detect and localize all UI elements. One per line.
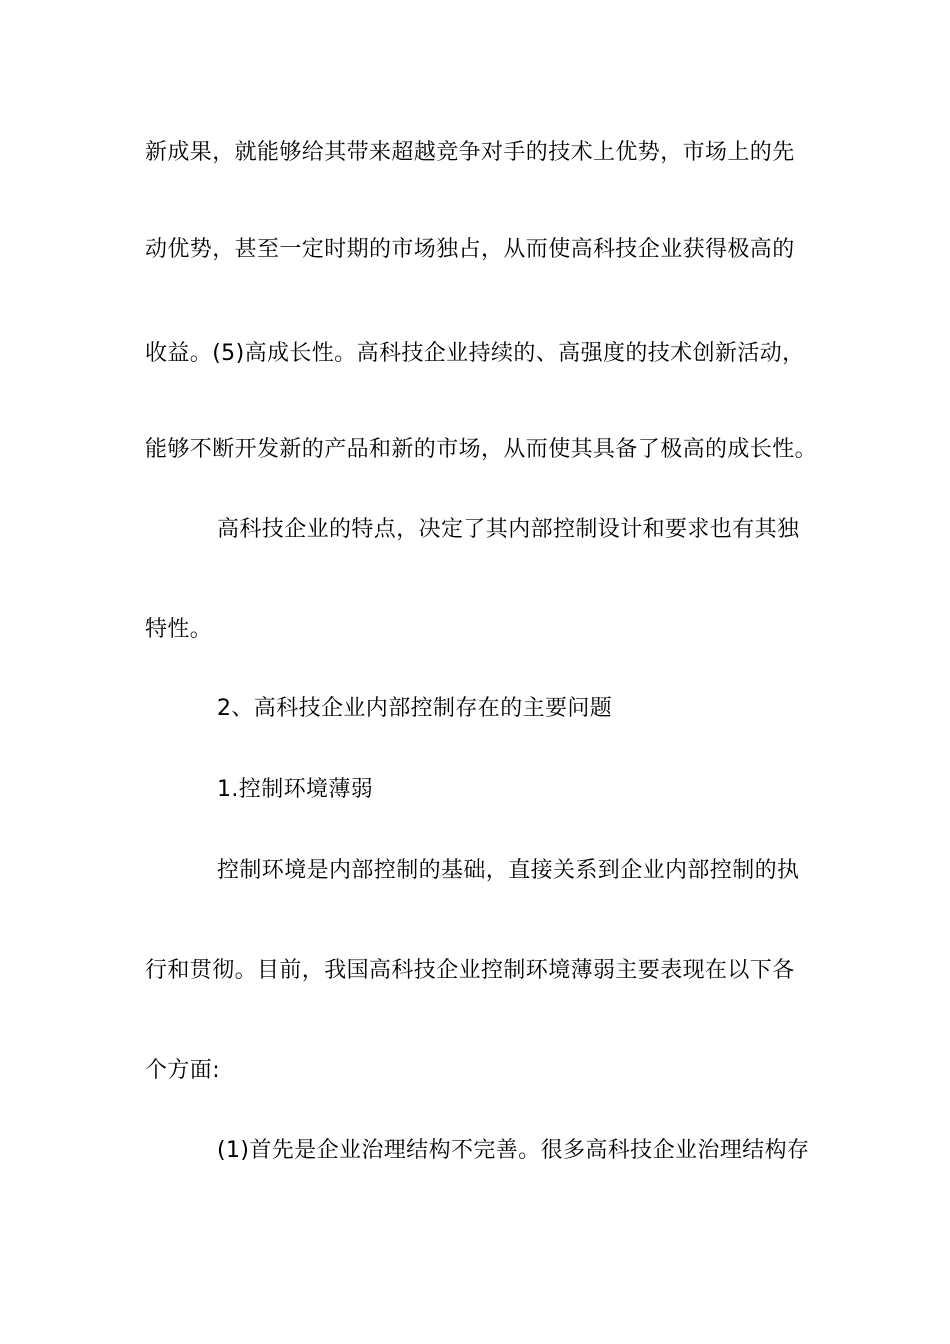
paragraph-line: (1)首先是企业治理结构不完善。很多高科技企业治理结构存 bbox=[217, 1138, 810, 1163]
paragraph-line: 行和贯彻。目前，我国高科技企业控制环境薄弱主要表现在以下各 bbox=[145, 958, 795, 983]
section-heading: 2、高科技企业内部控制存在的主要问题 bbox=[217, 696, 613, 721]
paragraph-line: 个方面: bbox=[145, 1058, 221, 1083]
paragraph-line: 收益。(5)高成长性。高科技企业持续的、高强度的技术创新活动， bbox=[145, 341, 805, 366]
paragraph-line: 能够不断开发新的产品和新的市场，从而使其具备了极高的成长性。 bbox=[145, 437, 818, 462]
paragraph-line: 新成果，就能够给其带来超越竞争对手的技术上优势，市场上的先 bbox=[145, 140, 795, 165]
paragraph-line: 动优势，甚至一定时期的市场独占，从而使高科技企业获得极高的 bbox=[145, 237, 795, 262]
paragraph-line: 控制环境是内部控制的基础，直接关系到企业内部控制的执 bbox=[217, 858, 800, 883]
paragraph-line: 高科技企业的特点，决定了其内部控制设计和要求也有其独 bbox=[217, 517, 800, 542]
paragraph-line: 特性。 bbox=[145, 617, 213, 642]
subsection-heading: 1.控制环境薄弱 bbox=[217, 777, 374, 802]
